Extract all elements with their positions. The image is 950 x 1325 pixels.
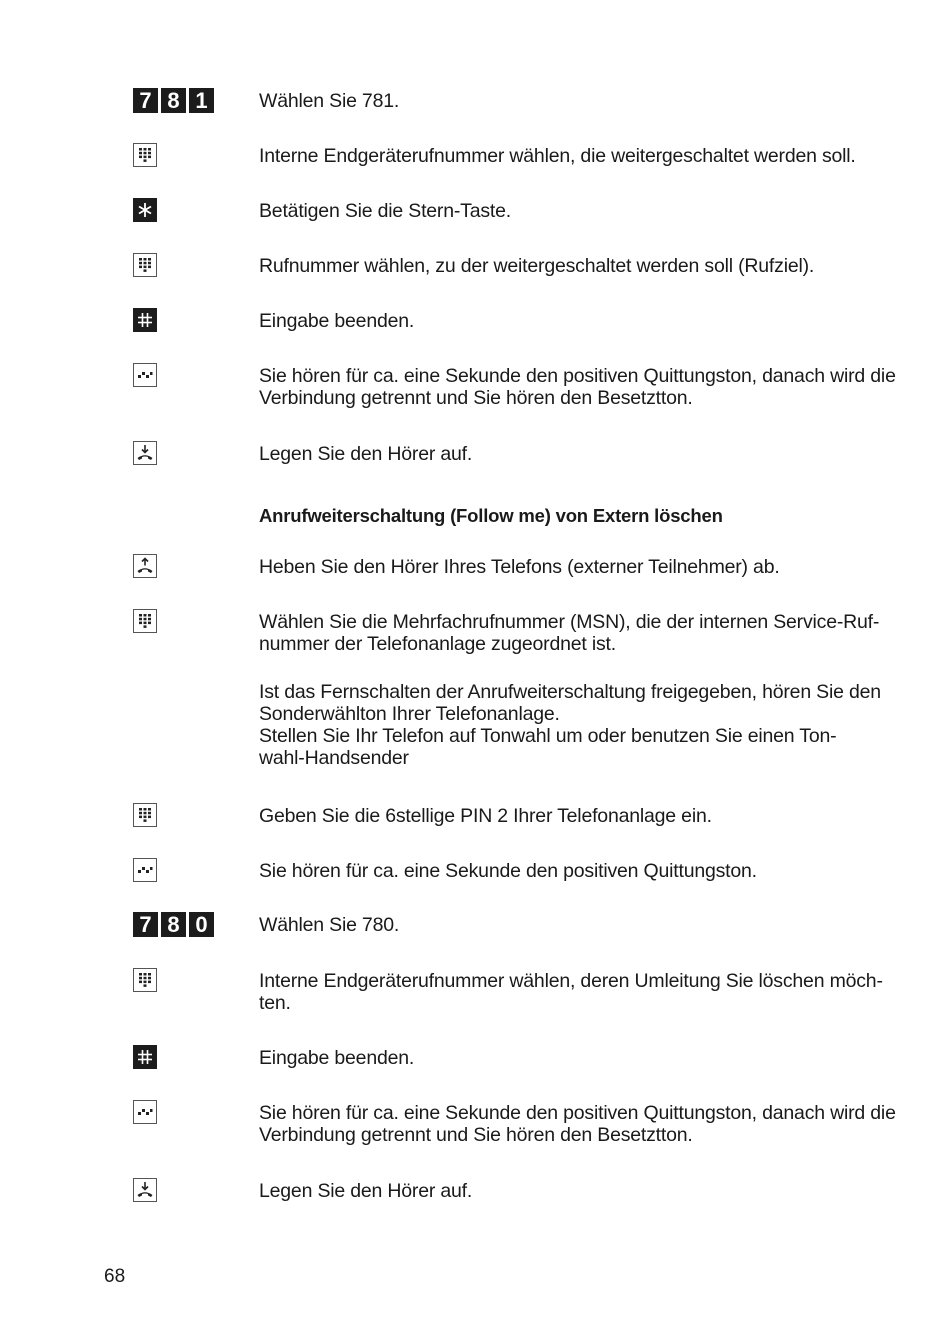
step-text-line: Interne Endgeräterufnummer wählen, deren Umleitung Sie löschen möch-	[259, 970, 883, 992]
step-text: Legen Sie den Hörer auf.	[259, 443, 473, 465]
confirmation-tone-icon	[133, 1100, 157, 1124]
star-key-icon	[133, 198, 157, 222]
step-text: Wählen Sie 780.	[259, 914, 400, 936]
digit-keys	[133, 88, 214, 113]
digit-key: 8	[161, 88, 186, 113]
step-text-line: Wählen Sie die Mehrfachrufnummer (MSN), die der internen Service-Ruf-	[259, 611, 880, 633]
keypad-icon	[133, 968, 157, 992]
paragraph-line: Stellen Sie Ihr Telefon auf Tonwahl um oder benutzen Sie einen Ton-	[259, 725, 837, 747]
hang-up-icon	[133, 441, 157, 465]
section-heading: Anrufweiterschaltung (Follow me) von Extern löschen	[259, 505, 723, 526]
digit-key: 8	[161, 912, 186, 937]
step-text: Interne Endgeräterufnummer wählen, die weitergeschaltet werden soll.	[259, 145, 856, 167]
keypad-icon	[133, 143, 157, 167]
hang-up-icon	[133, 1178, 157, 1202]
paragraph-line: Sonderwählton Ihrer Telefonanlage.	[259, 703, 560, 725]
step-text: Eingabe beenden.	[259, 310, 415, 332]
step-text: Eingabe beenden.	[259, 1047, 415, 1069]
paragraph-line: wahl-Handsender	[259, 747, 409, 769]
digit-key: 7	[133, 88, 158, 113]
keypad-icon	[133, 803, 157, 827]
confirmation-tone-icon	[133, 858, 157, 882]
step-text: Legen Sie den Hörer auf.	[259, 1180, 473, 1202]
lift-handset-icon	[133, 554, 157, 578]
keypad-icon	[133, 253, 157, 277]
step-text: Sie hören für ca. eine Sekunde den positiven Quittungston.	[259, 860, 757, 882]
hash-key-icon	[133, 308, 157, 332]
paragraph-line: Ist das Fernschalten der Anrufweiterschaltung freigegeben, hören Sie den	[259, 681, 881, 703]
step-text: Geben Sie die 6stellige PIN 2 Ihrer Telefonanlage ein.	[259, 805, 712, 827]
confirmation-tone-icon	[133, 363, 157, 387]
step-text: Rufnummer wählen, zu der weitergeschaltet werden soll (Rufziel).	[259, 255, 815, 277]
hash-key-icon	[133, 1045, 157, 1069]
step-text-line: ten.	[259, 992, 291, 1014]
step-text: Betätigen Sie die Stern-Taste.	[259, 200, 511, 222]
step-text: Heben Sie den Hörer Ihres Telefons (externer Teilnehmer) ab.	[259, 556, 780, 578]
page-number: 68	[104, 1266, 126, 1287]
step-text-line: Verbindung getrennt und Sie hören den Besetztton.	[259, 1124, 693, 1146]
digit-key: 7	[133, 912, 158, 937]
keypad-icon	[133, 609, 157, 633]
digit-key: 1	[189, 88, 214, 113]
step-text: Wählen Sie 781.	[259, 90, 400, 112]
step-text-line: Sie hören für ca. eine Sekunde den positiven Quittungston, danach wird die	[259, 1102, 896, 1124]
step-text-line: Sie hören für ca. eine Sekunde den positiven Quittungston, danach wird die	[259, 365, 896, 387]
digit-keys	[133, 912, 214, 937]
step-text-line: nummer der Telefonanlage zugeordnet ist.	[259, 633, 616, 655]
step-text-line: Verbindung getrennt und Sie hören den Besetztton.	[259, 387, 693, 409]
digit-key: 0	[189, 912, 214, 937]
